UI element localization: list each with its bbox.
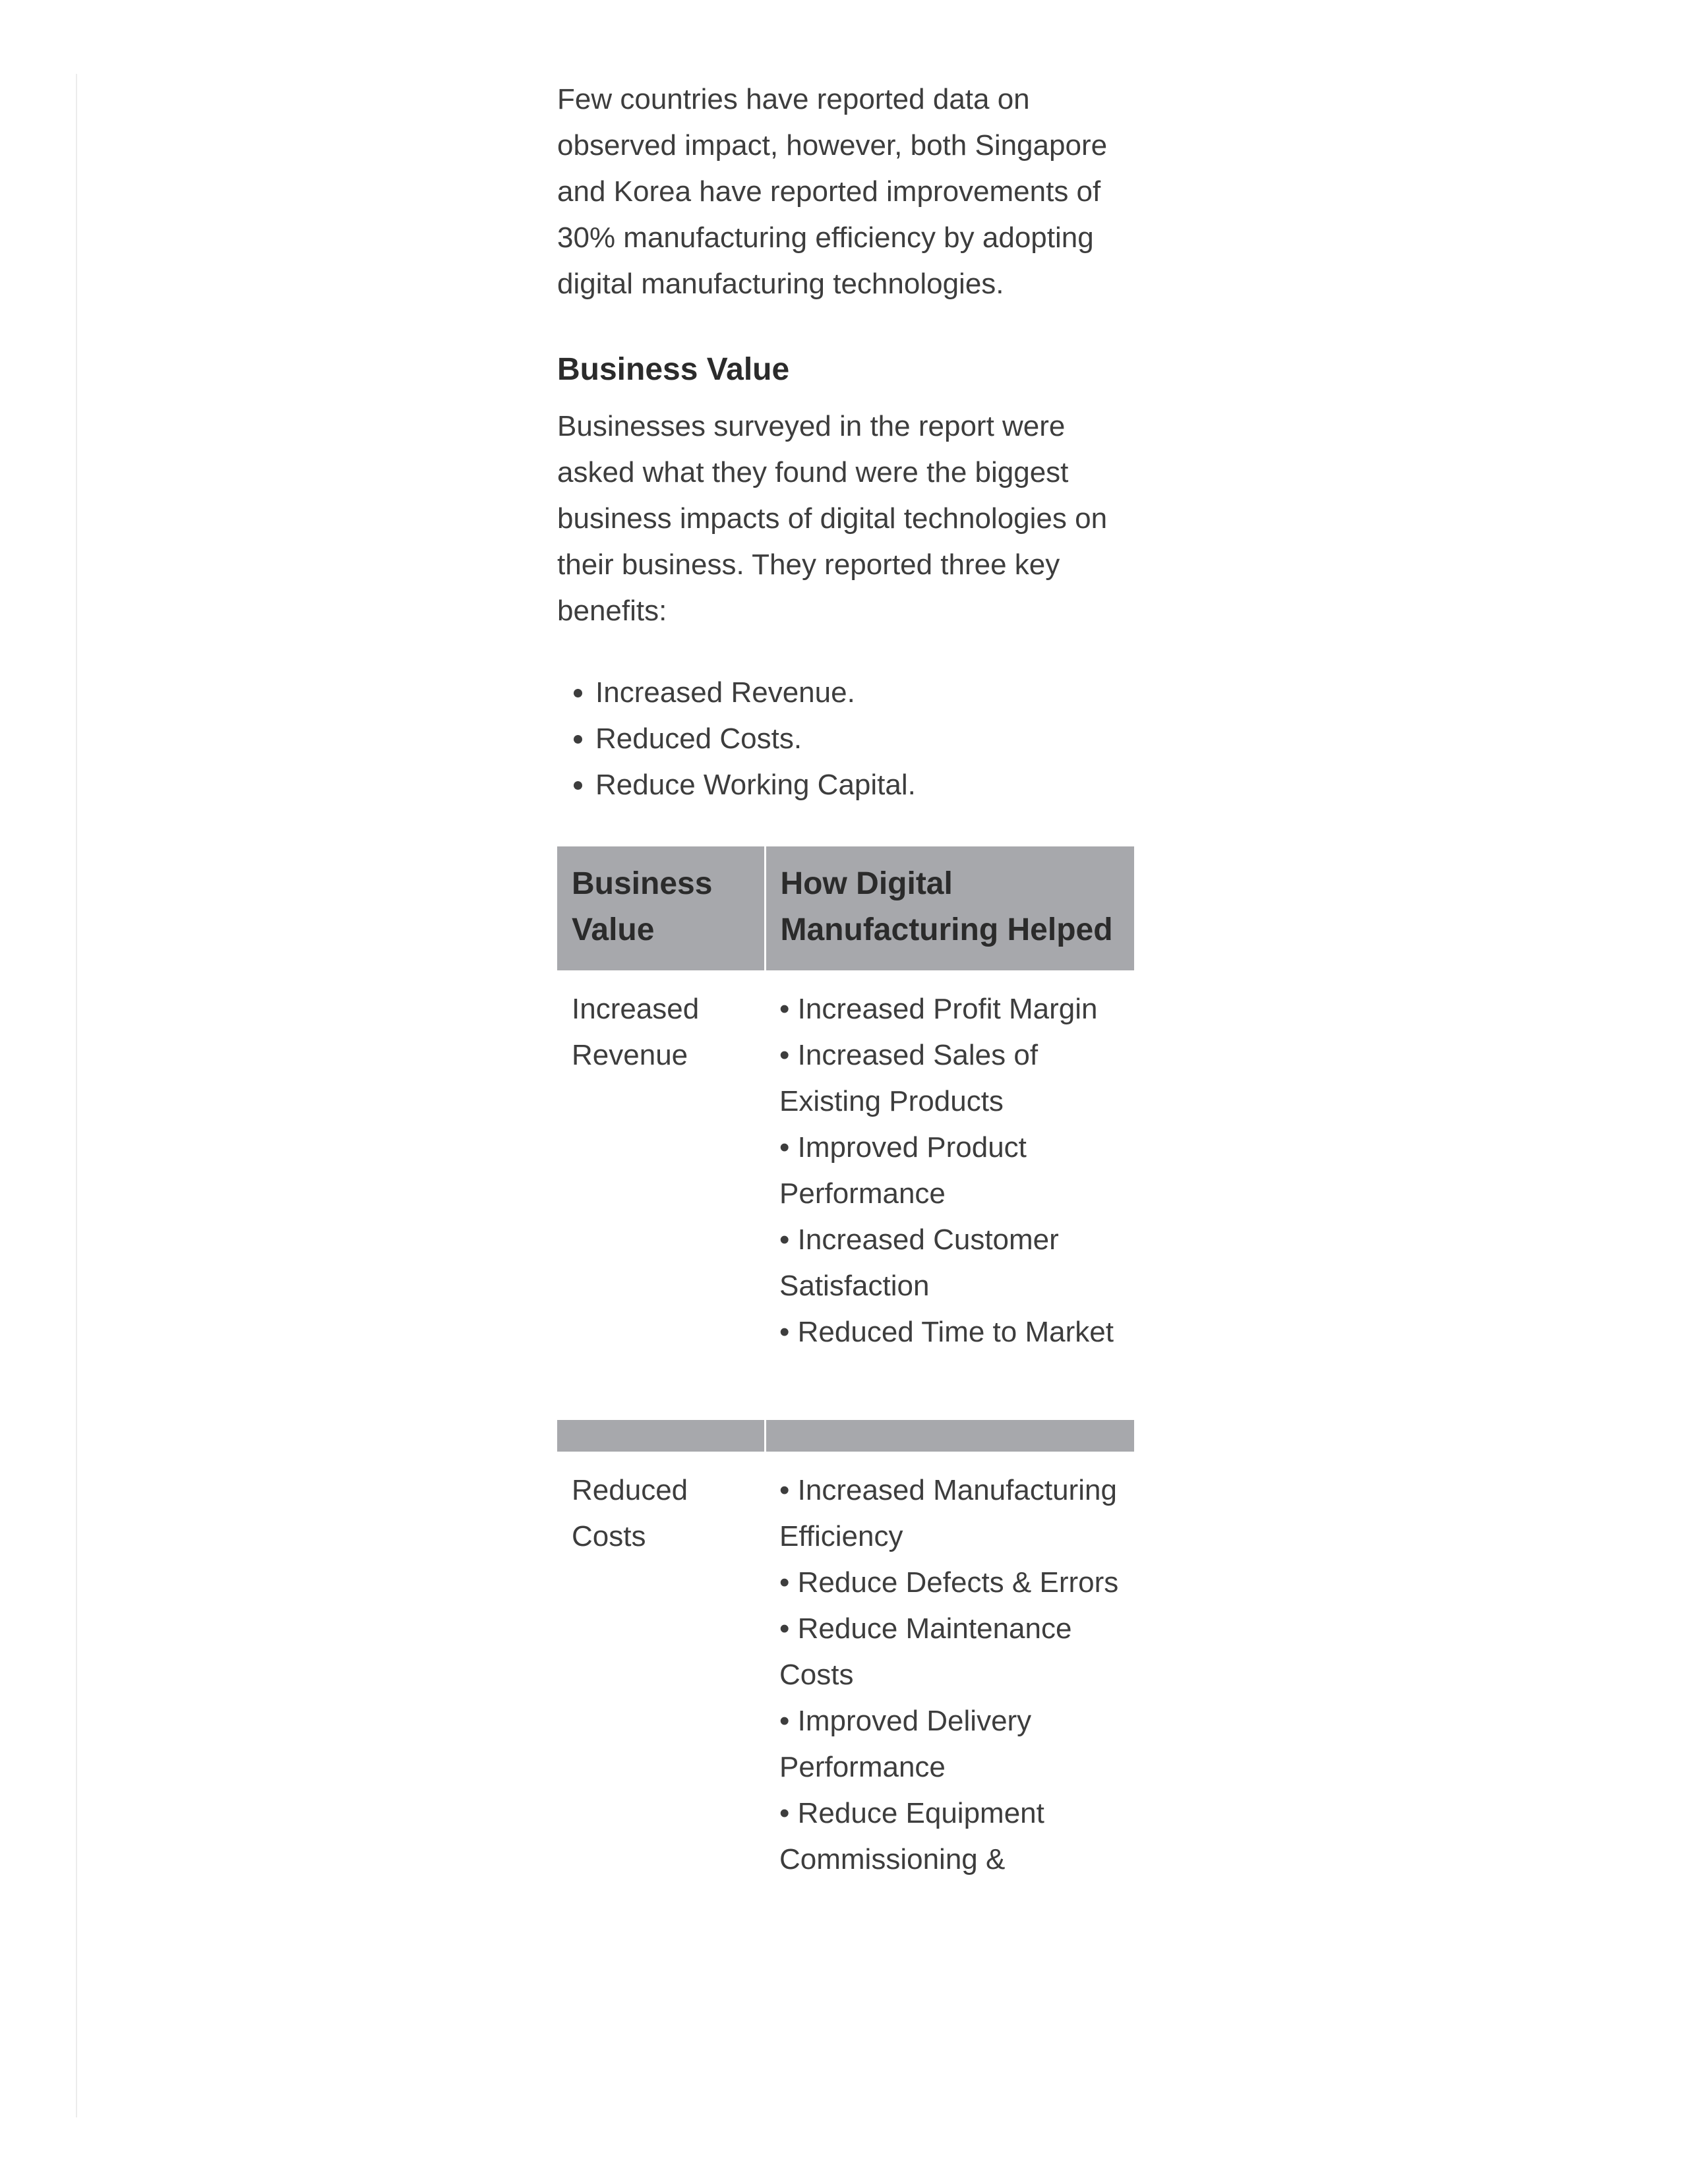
intro-paragraph: Few countries have reported data on observed impact, however, both Singapore and Korea have reported improvements of 30% manufacturing efficiency by adopting digital manufacturing technologies. [557, 83, 1108, 300]
helped-item: • Reduce Maintenance Costs [779, 1612, 1072, 1691]
helped-item: • Increased Profit Margin [779, 993, 1098, 1025]
row-business-value: Increased Revenue [572, 993, 700, 1071]
helped-item: • Increased Manufacturing Efficiency [779, 1474, 1117, 1552]
benefit-item: • Reduced Costs. [595, 716, 1137, 762]
section-paragraph: Businesses surveyed in the report were asked what they found were the biggest business impacts of digital technologies on their business. They reported three key benefits: [557, 410, 1108, 627]
separator-cell [765, 1420, 1134, 1452]
left-border-rule [76, 74, 77, 2117]
header-how-digital-manufacturing-helped: How Digital Manufacturing Helped [765, 846, 1134, 970]
table-separator-row [557, 1420, 1134, 1452]
table-row [557, 970, 1134, 1420]
helped-item: • Reduce Defects & Errors [779, 1566, 1119, 1599]
header-business-value: Business Value [557, 846, 765, 970]
benefit-item: • Increased Revenue. [595, 670, 1137, 716]
table-header-row [557, 846, 1134, 970]
separator-cell [557, 1420, 765, 1452]
business-value-table [557, 846, 1134, 1883]
row-helped-items [765, 970, 1134, 1420]
section-heading: Business Value [557, 352, 790, 387]
helped-item: • Increased Customer Satisfaction [779, 1224, 1059, 1302]
benefit-item: • Reduce Working Capital. [595, 762, 1137, 808]
helped-item: • Improved Product Performance [779, 1131, 1027, 1210]
helped-item: • Increased Sales of Existing Products [779, 1039, 1039, 1117]
benefits-list [557, 670, 1137, 808]
article-content [557, 76, 1137, 1883]
table-row [557, 1452, 1134, 1883]
helped-item: • Reduce Equipment Commissioning & [779, 1797, 1044, 1875]
helped-item: • Improved Delivery Performance [779, 1705, 1032, 1783]
row-helped-items [765, 1452, 1134, 1883]
row-business-value: Reduced Costs [572, 1474, 688, 1552]
helped-item: • Reduced Time to Market [779, 1316, 1114, 1348]
